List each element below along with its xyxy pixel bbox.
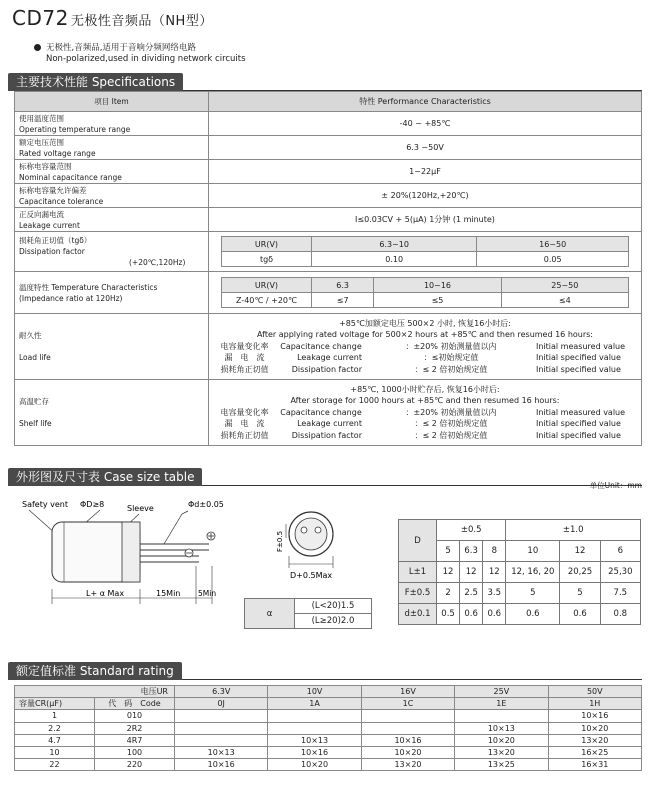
- rating-heading: 额定值标准 Standard rating: [8, 662, 182, 680]
- case-section-bar: [8, 466, 642, 486]
- df-value: [209, 232, 642, 272]
- case-size-table: D ±0.5 ±1.0 5 6.3 8 10 12 6 L±1 12 12 12 12, 16, 20 20,25 25,30 F±0.5 2 2.5 3.5 5 5 7.5 d±0.1 0.5 0.6 0.6 0.6 0.6 0.8: [398, 519, 641, 625]
- spec-row-value: ± 20%(120Hz,+20℃): [209, 184, 642, 208]
- spec-row-label: 使用温度范围 Operating temperature range: [15, 112, 209, 136]
- temp-table: UR(V) 6.3 10~16 25~50 Z-40℃ / +20℃ ≤7 ≤5 ≤4: [221, 277, 629, 308]
- spec-header-char: 特性 Performance Characteristics: [209, 92, 642, 112]
- rating-section-bar: [8, 660, 642, 680]
- load-label: 耐久性 Load life: [15, 314, 209, 380]
- spec-heading: 主要技术性能 Specifications: [8, 73, 183, 91]
- case-heading: 外形图及尺寸表 Case size table: [8, 468, 202, 486]
- L-label: L+ α Max: [86, 589, 125, 598]
- intro-cn: 无极性,音频品,适用于音响分频网络电路: [46, 43, 196, 53]
- spec-row-value: 1~22μF: [209, 160, 642, 184]
- unit-label: 单位Unit：mm: [589, 481, 642, 490]
- cap-label: 容量CR(μF): [15, 698, 95, 710]
- spec-row-label: 标称电容量范围 Nominal capacitance range: [15, 160, 209, 184]
- alpha-table: α (L<20)1.5 (L≥20)2.0: [244, 598, 372, 629]
- voltage-label: 电压UR: [15, 686, 175, 698]
- temp-value: [209, 272, 642, 314]
- phiD-label: ΦD≥8: [80, 500, 105, 509]
- intro-en: Non-polarized,used in dividing network circuits: [46, 54, 246, 64]
- table-row: 1 010 10×16: [15, 710, 642, 722]
- F-label: F±0.5: [276, 530, 284, 552]
- table-row: 2.2 2R2 10×13 10×20: [15, 722, 642, 734]
- safety-vent-label: Safety vent: [22, 500, 68, 509]
- load-value: +85℃加额定电压 500×2 小时, 恢复16小时后: After applying rated voltage for 500×2 hours at +85℃ and then resumed 16 hours: 电容量变化率 Capacitance change ：±20% 初始测量值以内 Initial measured value 漏 电 流 Leakage current ：≤初始规定值 Initial specified value 损耗角正切值 Dissipation factor ：≤ 2 倍初始规定值 Initial specified value: [209, 314, 642, 380]
- temp-label: 温度特性 Temperature Characteristics (Impedance ratio at 120Hz): [15, 272, 209, 314]
- table-row: 22 220 10×16 10×20 13×20 13×25 16×31: [15, 759, 642, 771]
- df-table: UR(V) 6.3~10 16~50 tgδ 0.10 0.05: [221, 236, 629, 267]
- Dmax-label: D+0.5Max: [290, 571, 333, 580]
- code-label: 代 码 Code: [95, 698, 175, 710]
- rating-table: 电压UR 6.3V 10V 16V 25V 50V 容量CR(μF) 代 码 Code 0J 1A 1C 1E 1H 1 010 10×16 2.2 2R2 10×13 10×20 4.7 4R7 10×13 10×16 10×20 13×20 10 100 10×13 10×16 10×20 13×20 16×25 22 220 10×16 10×20 13×20 13×25 16×31: [14, 685, 642, 771]
- spec-row-value: 6.3 ~50V: [209, 136, 642, 160]
- page-title: CD72 无极性音频品（NH型）: [12, 6, 213, 30]
- sleeve-label: Sleeve: [127, 504, 154, 513]
- spec-header-item: 项目 Item: [15, 92, 209, 112]
- table-row: 10 100 10×13 10×16 10×20 13×20 16×25: [15, 746, 642, 758]
- phid-label: Φd±0.05: [188, 500, 224, 509]
- df-label: 损耗角正切值（tgδ） Dissipation factor (+20℃,120Hz): [15, 232, 209, 272]
- spec-row-value: I≤0.03CV + 5(μA) 1分钟 (1 minute): [209, 208, 642, 232]
- shelf-value: +85℃, 1000小时贮存后, 恢复16小时后: After storage for 1000 hours at +85℃ and then resumed 16 hours: 电容量变化率 Capacitance change ：±20% 初始测量值以内 Initial measured value 漏 电 流 Leakage current ：≤ 2 倍初始规定值 Initial specified value 损耗角正切值 Dissipation factor ：≤ 2 倍初始规定值 Initial specified value: [209, 380, 642, 446]
- spec-row-label: 标称电容量允许偏差 Capacitance tolerance: [15, 184, 209, 208]
- spec-row-label: 正反向漏电流 Leakage current: [15, 208, 209, 232]
- min5-label: 5Min: [198, 589, 217, 598]
- spec-table: [14, 91, 642, 446]
- bullet-icon: [34, 44, 41, 51]
- min15-label: 15Min: [156, 589, 181, 598]
- spec-row-value: -40 ~ +85℃: [209, 112, 642, 136]
- spec-row-label: 额定电压范围 Rated voltage range: [15, 136, 209, 160]
- spec-section-bar: [8, 71, 642, 91]
- shelf-label: 高温贮存 Shelf life: [15, 380, 209, 446]
- table-row: 4.7 4R7 10×13 10×16 10×20 13×20: [15, 734, 642, 746]
